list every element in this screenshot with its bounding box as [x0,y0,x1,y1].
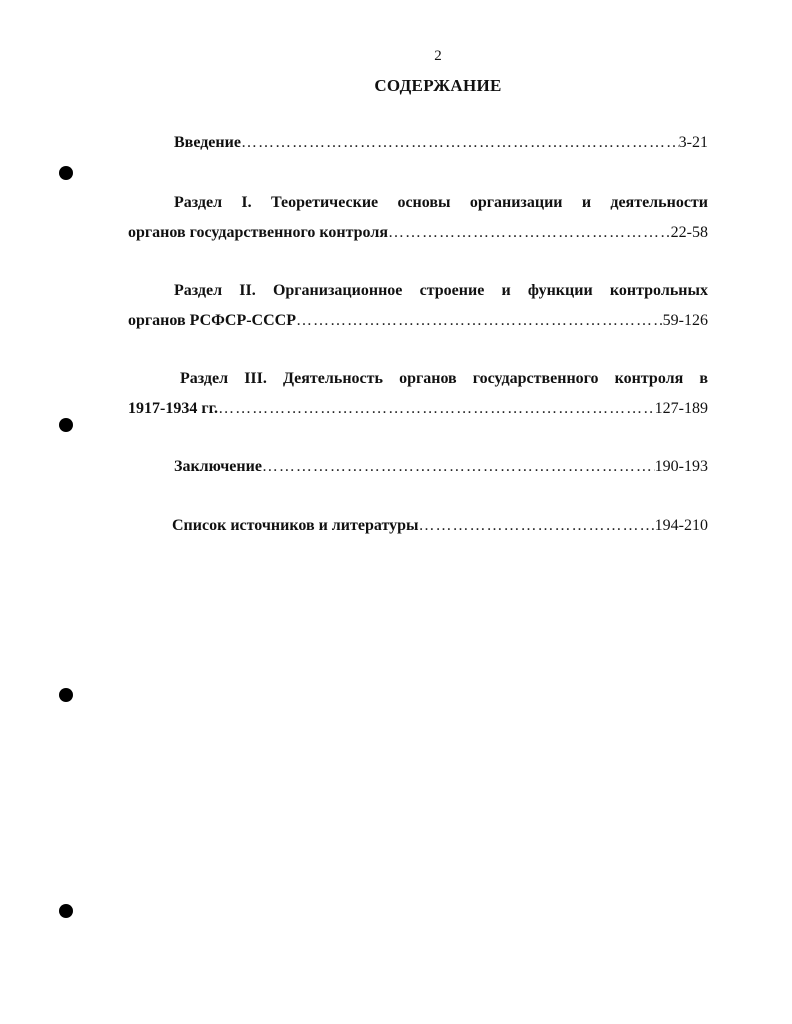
toc-entry-label: Список источников и литературы [172,517,419,534]
page-title: СОДЕРЖАНИЕ [374,76,502,95]
toc-entry-label: органов государственного контроля [128,224,388,241]
leader-dots [296,312,663,330]
toc-entry-intro[interactable] [174,134,708,156]
toc-entry-pages: 127-189 [654,400,708,417]
punch-hole-icon [59,166,73,180]
leader-dots [262,458,655,476]
page-number: 2 [434,48,442,64]
toc-entry-pages: 22-58 [670,224,708,241]
punch-hole-icon [59,688,73,702]
punch-hole-icon [59,418,73,432]
toc-entry-sources[interactable] [172,517,708,539]
toc-entry-section1[interactable] [128,224,708,246]
leader-dots [418,517,654,535]
toc-entry-pages: 190-193 [654,458,708,475]
toc-entry-section2-line1[interactable]: Раздел II. Организационное строение и функции контрольных [174,282,708,299]
leader-dots [241,134,679,152]
toc-entry-section3[interactable] [128,400,708,422]
toc-entry-pages: 59-126 [662,312,708,329]
toc-entry-conclusion[interactable] [174,458,708,480]
toc-entry-pages: 194-210 [654,517,708,534]
toc-entry-pages: 3-21 [678,134,708,151]
leader-dots [218,400,655,418]
toc-entry-label: Заключение [174,458,262,475]
punch-hole-icon [59,904,73,918]
toc-entry-label: Введение [174,134,241,151]
toc-entry-label: органов РСФСР-СССР [128,312,296,329]
toc-entry-section2[interactable] [128,312,708,334]
toc-entry-section1-line1[interactable]: Раздел I. Теоретические основы организации и деятельности [174,194,708,211]
leader-dots [388,224,671,242]
toc-entry-section3-line1[interactable]: Раздел III. Деятельность органов государственного контроля в [180,370,708,387]
toc-entry-label: 1917-1934 гг. [128,400,219,417]
